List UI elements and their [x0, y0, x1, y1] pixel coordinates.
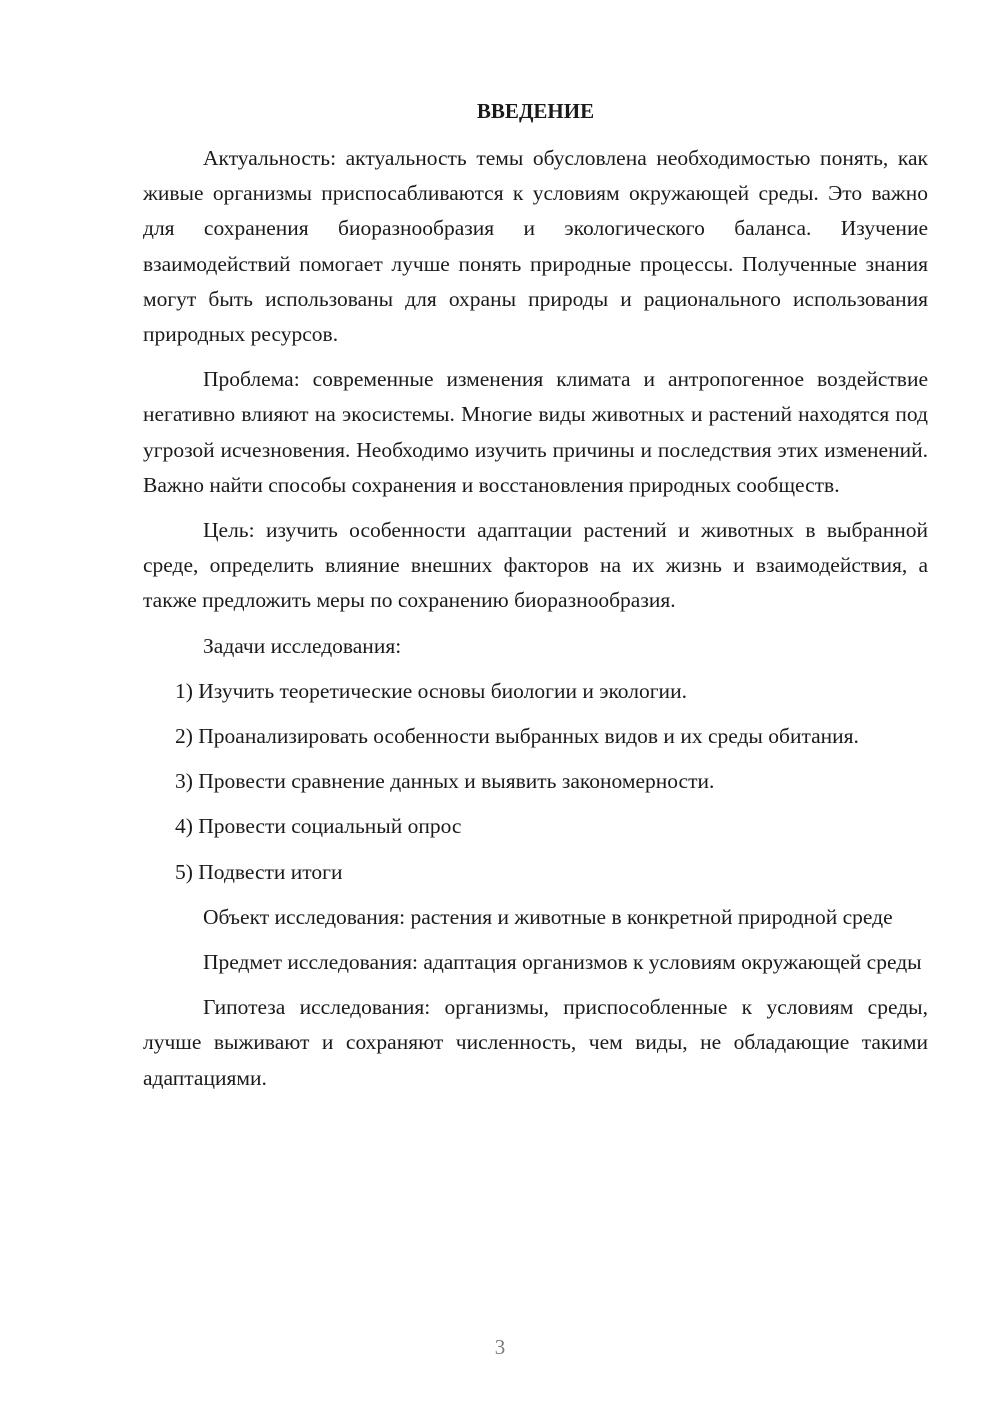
paragraph-subject: Предмет исследования: адаптация организмов к условиям окружающей среды	[203, 950, 922, 975]
section-title: ВВЕДЕНИЕ	[476, 99, 595, 123]
paragraph-problem: Проблема: современные изменения климата и антропогенное воздействие негативно влияют на экосистемы. Многие виды животных и растений находятся под угрозой исчезновения. Необходимо изучить причины и последствия этих изменений. Важно найти способы сохранения и восстановления природных сообществ.	[143, 367, 928, 497]
task-item-2: 2) Проанализировать особенности выбранных видов и их среды обитания.	[175, 724, 859, 749]
paragraph-hypothesis: Гипотеза исследования: организмы, приспособленные к условиям среды, лучше выживают и сохраняют численность, чем виды, не обладающие такими адаптациями.	[143, 995, 928, 1090]
paragraph-goal: Цель: изучить особенности адаптации растений и животных в выбранной среде, определить влияние внешних факторов на их жизнь и взаимодействия, а также предложить меры по сохранению биоразнообразия.	[143, 518, 928, 613]
document-body	[143, 93, 928, 1106]
task-item-3: 3) Провести сравнение данных и выявить закономерности.	[175, 769, 715, 794]
tasks-heading: Задачи исследования:	[203, 633, 402, 658]
task-item-5: 5) Подвести итоги	[175, 859, 343, 884]
paragraph-object: Объект исследования: растения и животные в конкретной природной среде	[203, 904, 893, 929]
page-number: 3	[494, 1335, 506, 1359]
task-item-1: 1) Изучить теоретические основы биологии и экологии.	[175, 678, 687, 703]
task-item-4: 4) Провести социальный опрос	[175, 814, 462, 839]
paragraph-relevance: Актуальность: актуальность темы обусловлена необходимостью понять, как живые организмы приспосабливаются к условиям окружающей среды. Это важно для сохранения биоразнообразия и экологического баланса. Изучение взаимодействий помогает лучше понять природные процессы. Полученные знания могут быть использованы для охраны природы и рационального использования природных ресурсов.	[143, 146, 928, 347]
